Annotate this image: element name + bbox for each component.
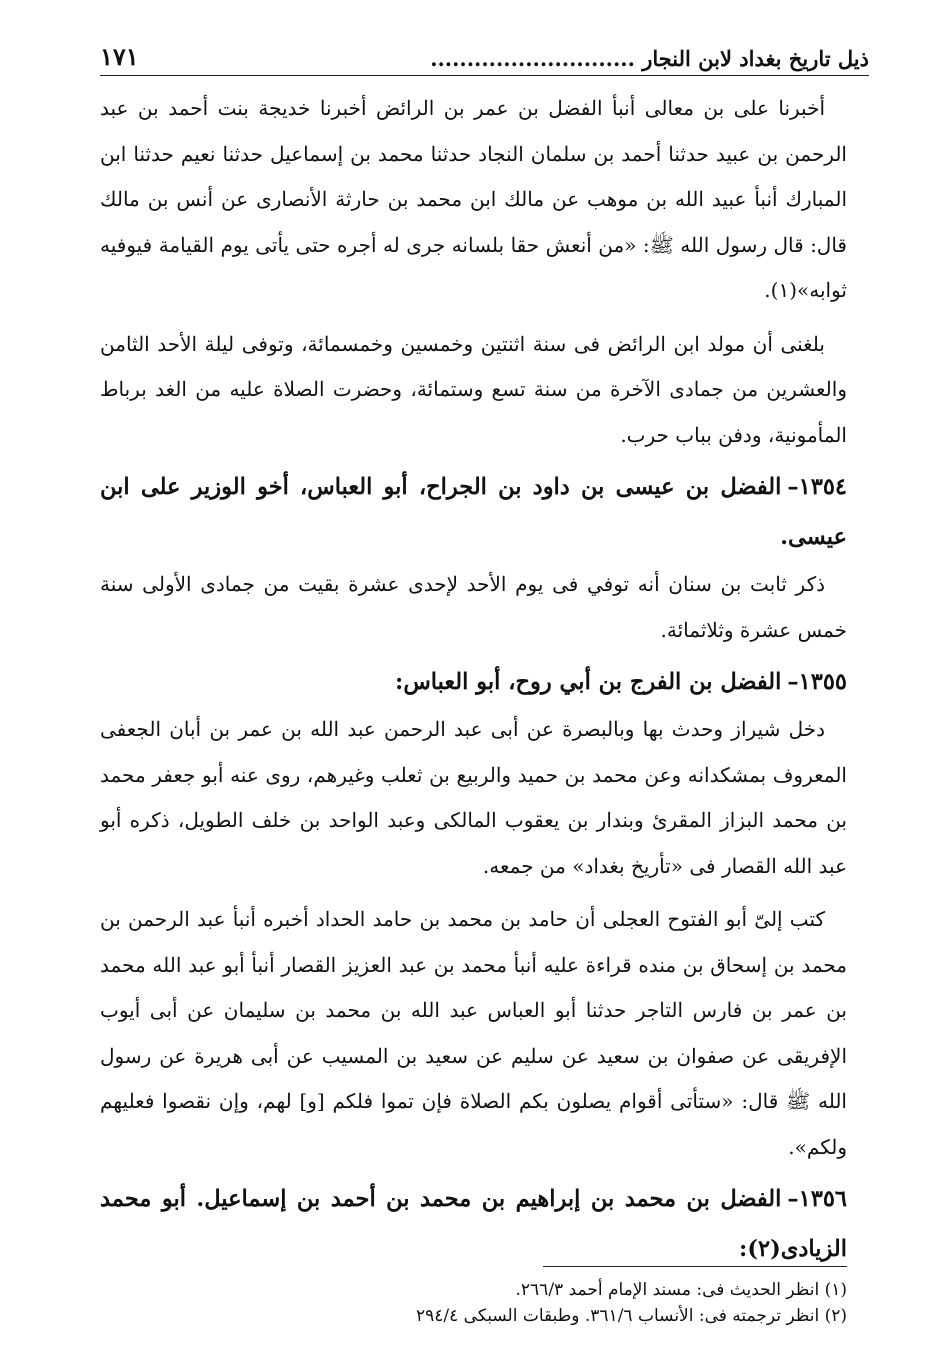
page-header bbox=[100, 32, 869, 76]
entry-title: الفضل بن محمد بن إبراهيم بن محمد بن أحمد بن إسماعيل. أبو محمد الزيادى(٢): bbox=[100, 1186, 847, 1262]
entry-title: الفضل بن الفرج بن أبي روح، أبو العباس: bbox=[395, 669, 782, 695]
footnote-1: (١) انظر الحديث فى: مسند الإمام أحمد ٢٦٦/٣. bbox=[515, 1280, 847, 1300]
paragraph-hadith-prayer: كتب إلىّ أبو الفتوح العجلى أن حامد بن محمد بن حامد الحداد أخبره أنبأ عبد الرحمن بن محمد بن إسحاق بن منده قراءة عليه أنبأ محمد بن عبد العزيز القصار أنبأ أبو عبد الله محمد بن عمر بن فارس التاجر حدثنا أبو العباس عبد الله بن محمد بن سليمان عن أبى أيوب الإفريقى عن صفوان بن سعيد عن سليم عن سعيد بن المسيب عن أبى هريرة عن رسول الله ﷺ قال: «ستأتى أقوام يصلون بكم الصلاة فإن تموا فلكم [و] لهم، وإن نقصوا فعليهم ولكم». bbox=[100, 907, 847, 1159]
entry-number: ١٣٥٦– bbox=[787, 1186, 847, 1212]
entry-heading-1354 bbox=[100, 462, 847, 562]
entry-heading-1356 bbox=[100, 1174, 847, 1274]
footnote-2: (٢) انظر ترجمته فى: الأنساب ٣٦١/٦. وطبقات السبكى ٢٩٤/٤ bbox=[416, 1306, 847, 1326]
entry-title: الفضل بن عيسى بن داود بن الجراح، أبو العباس، أخو الوزير على ابن عيسى. bbox=[100, 474, 847, 550]
entry-heading-1355 bbox=[100, 657, 847, 707]
paragraph-thabit: ذكر ثابت بن سنان أنه توفي فى يوم الأحد لإحدى عشرة بقيت من جمادى الأولى سنة خمس عشرة وثلاثمائة. bbox=[100, 572, 847, 642]
entry-number: ١٣٥٤– bbox=[787, 474, 847, 500]
footnote-rule bbox=[543, 1266, 847, 1267]
main-text bbox=[100, 86, 847, 1274]
running-title: ذيل تاريخ بغداد لابن النجار ............................ bbox=[430, 46, 869, 71]
footnotes bbox=[100, 1266, 847, 1329]
entry-number: ١٣٥٥– bbox=[787, 669, 847, 695]
paragraph-birth-death: بلغنى أن مولد ابن الرائض فى سنة اثنتين وخمسين وخمسمائة، وتوفى ليلة الأحد الثامن والعشرين من جمادى الآخرة من سنة تسع وستمائة، وحضرت الصلاة عليه من الغد برباط المأمونية، ودفن بباب حرب. bbox=[100, 331, 847, 447]
paragraph-isnad-ibn-al-raid: أخبرنا على بن معالى أنبأ الفضل بن عمر بن الرائض أخبرنا خديجة بنت أحمد بن عبد الرحمن بن عبيد حدثنا أحمد بن سلمان النجاد حدثنا محمد بن إسماعيل حدثنا نعيم حدثنا ابن المبارك أنبأ عبيد الله بن موهب عن مالك ابن محمد بن حارثة الأنصارى عن أنس بن مالك قال: قال رسول الله ﷺ: «من أنعش حقا بلسانه جرى له أجره حتى يأتى يوم القيامة فيوفيه ثوابه»(١). bbox=[100, 96, 847, 302]
page-number: ١٧١ bbox=[100, 42, 139, 71]
paragraph-shiraz: دخل شيراز وحدث بها وبالبصرة عن أبى عبد الرحمن عبد الله بن عمر بن أبان الجعفى المعروف بمشكدانه وعن محمد بن حميد والربيع بن ثعلب وغيرهم، روى عنه أبو جعفر محمد بن محمد البزاز المقرئ وبندار بن يعقوب المالكى وعبد الواحد بن خلف الطويل، ذكره أبو عبد الله القصار فى «تأريخ بغداد» من جمعه. bbox=[100, 717, 847, 878]
